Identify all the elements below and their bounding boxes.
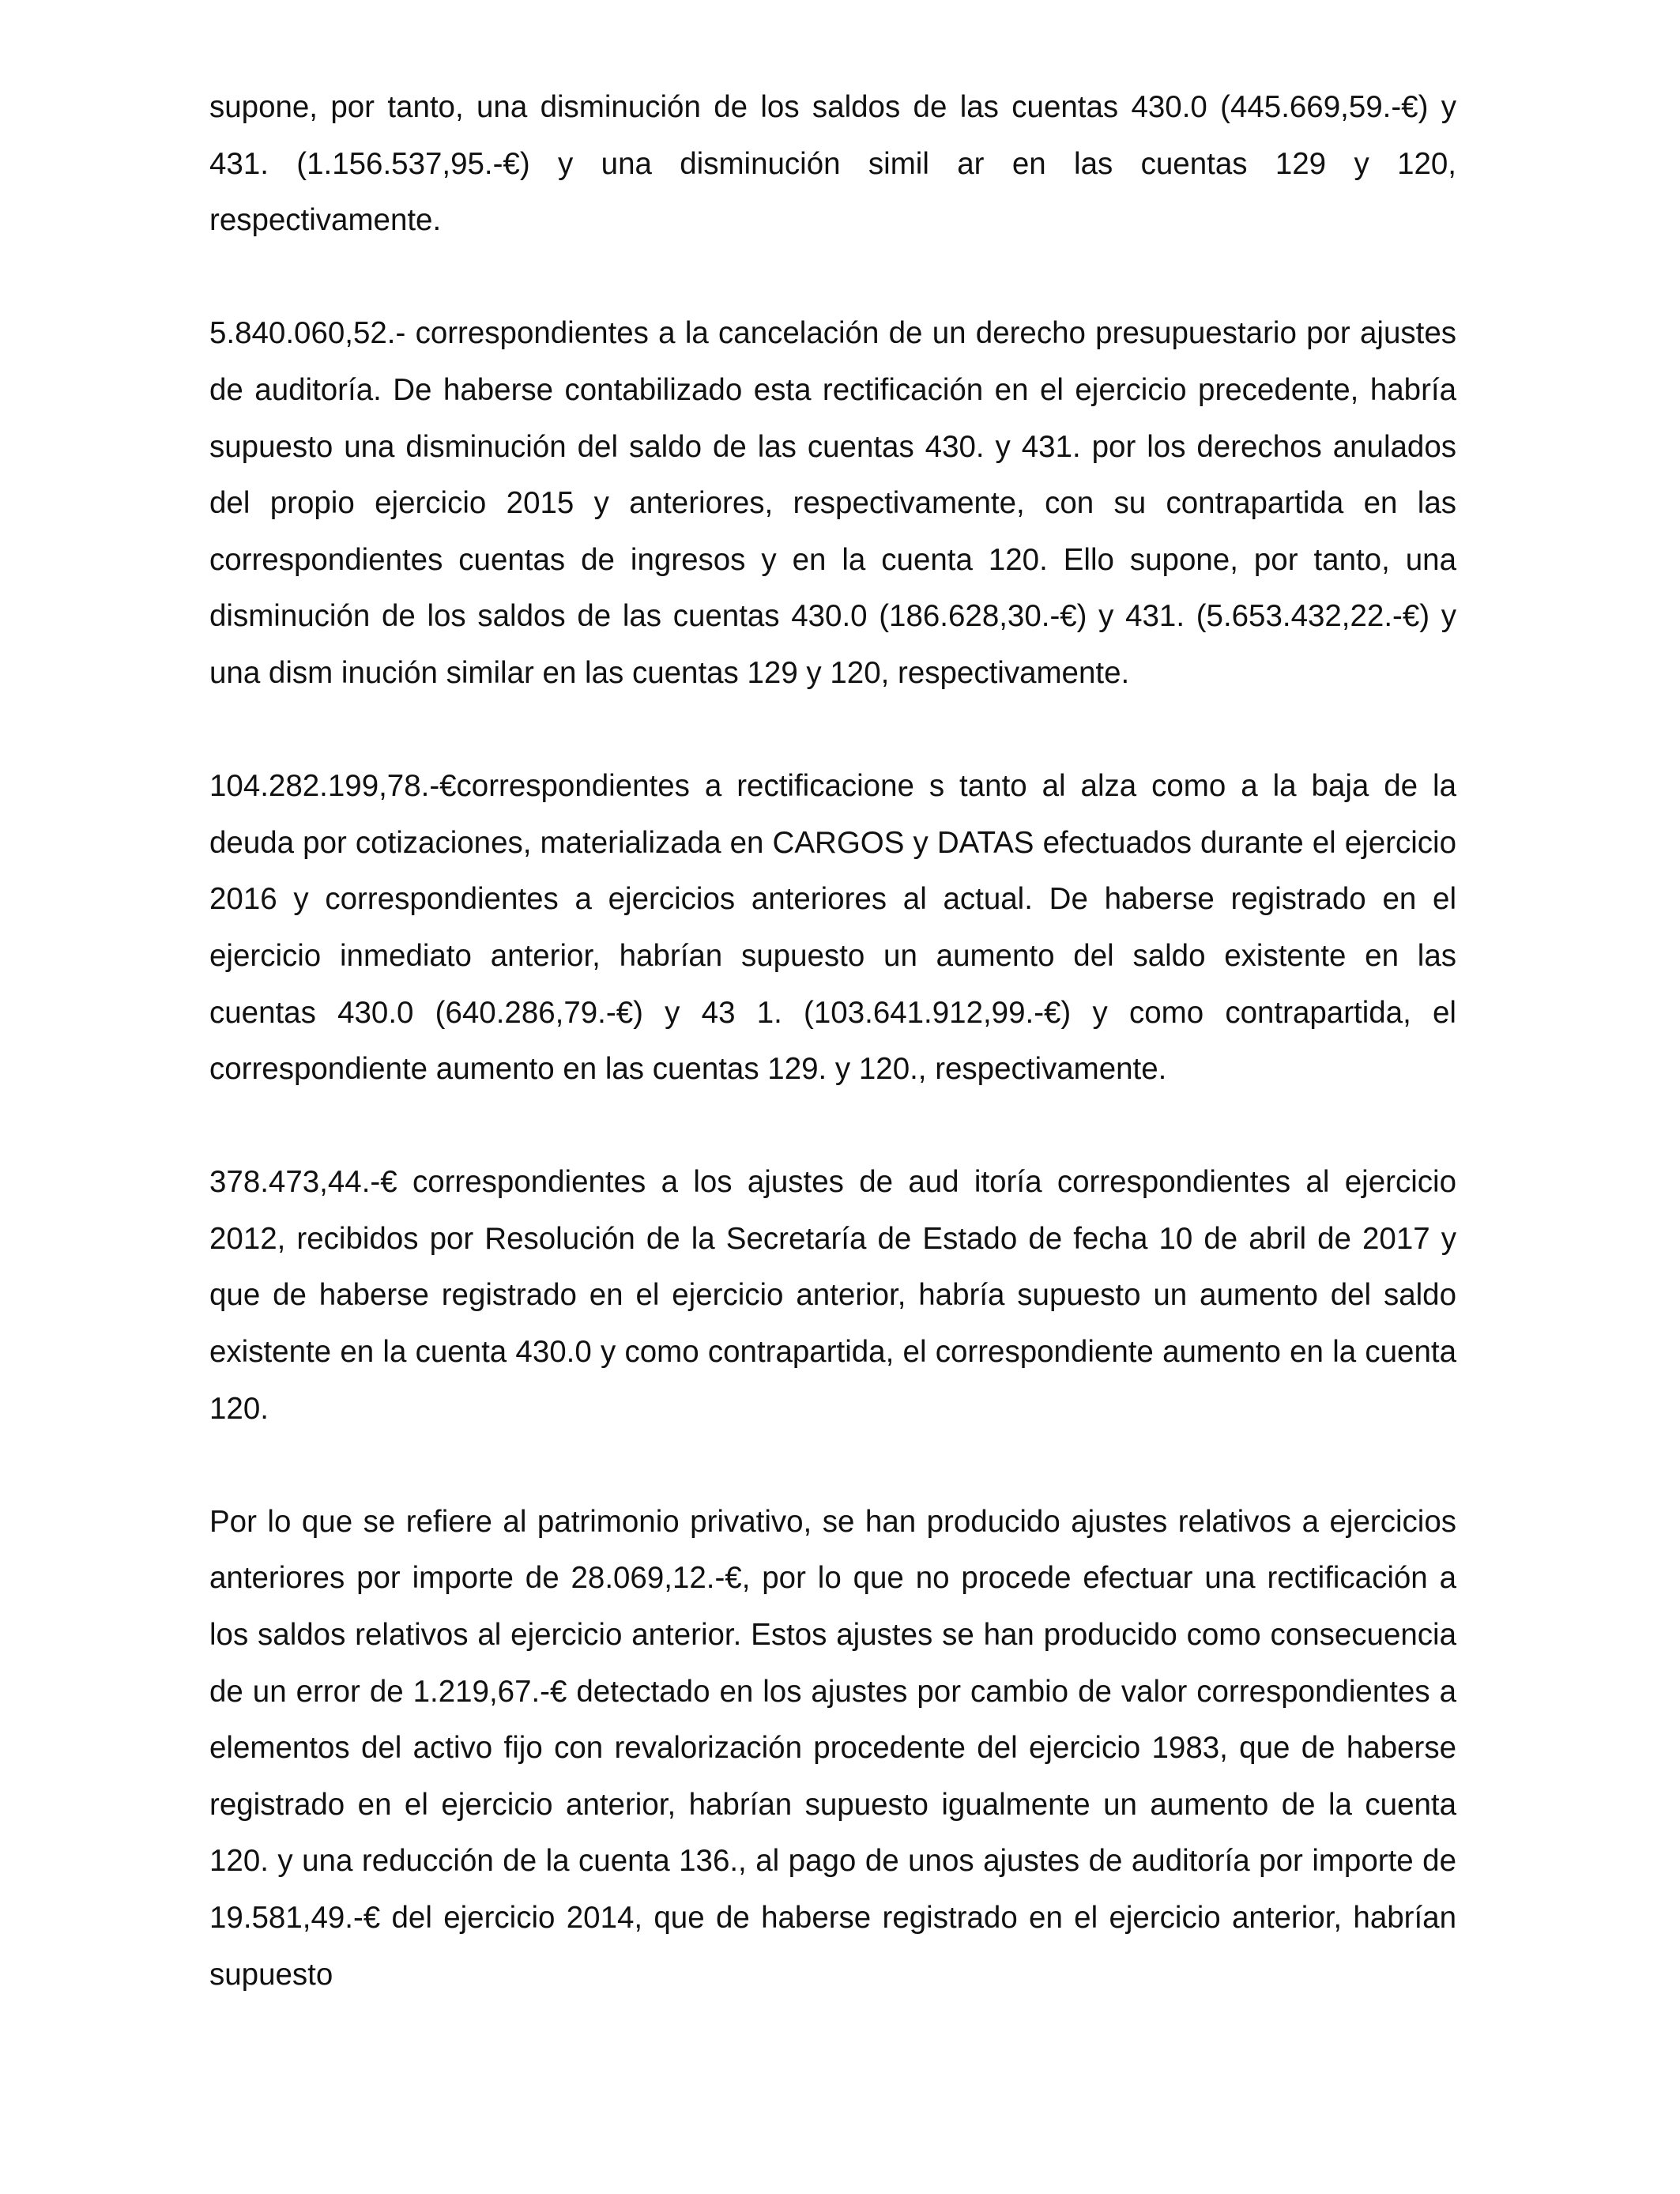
paragraph-derecho-presupuestario: 5.840.060,52.- correspondientes a la cancelación de un derecho presupuestario por ajustes de auditoría. De haberse contabilizado esta rectificación en el ejercicio precedente, habría supuesto una disminución del saldo de las cuentas 430. y 431. por los derechos anulados del propio ejercicio 2015 y anteriores, respectivamente, con su contrapartida en las correspondientes cuentas de ingresos y en la cuenta 120. Ello supone, por tanto, una disminución de los saldos de las cuentas 430.0 (186.628,30.-€) y 431. (5.653.432,22.-€) y una dism inución similar en las cuentas 129 y 120, respectivamente. [209, 316, 1456, 690]
paragraph-rectificaciones-cotizaciones: 104.282.199,78.-€correspondientes a rectificacione s tanto al alza como a la baja de la deuda por cotizaciones, materializada en CARGOS y DATAS efectuados durante el ejercicio 2016 y correspondientes a ejercicios anteriores al actual. De haberse registrado en el ejercicio inmediato anterior, habrían supuesto un aumento del saldo existente en las cuentas 430.0 (640.286,79.-€) y 43 1. (103.641.912,99.-€) y como contrapartida, el correspondiente aumento en las cuentas 129. y 120., respectivamente. [209, 769, 1456, 1087]
paragraph-ajustes-auditoria-2012: 378.473,44.-€ correspondientes a los ajustes de aud itoría correspondientes al ejercicio 2012, recibidos por Resolución de la Secretaría de Estado de fecha 10 de abril de 2017 y que de haberse registrado en el ejercicio anterior, habría supuesto un aumento del saldo existente en la cuenta 430.0 y como contrapartida, el correspondiente aumento en la cuenta 120. [209, 1165, 1456, 1426]
paragraph-continuation: supone, por tanto, una disminución de los saldos de las cuentas 430.0 (445.669,59.-€) y 431. (1.156.537,95.-€) y una disminución simil ar en las cuentas 129 y 120, respectivamente. [209, 90, 1456, 238]
paragraph-patrimonio-privativo: Por lo que se refiere al patrimonio privativo, se han producido ajustes relativos a ejercicios anteriores por importe de 28.069,12.-€, por lo que no procede efectuar una rectificación a los saldos relativos al ejercicio anterior. Estos ajustes se han producido como consecuencia de un error de 1.219,67.-€ detectado en los ajustes por cambio de valor correspondientes a elementos del activo fijo con revalorización procedente del ejercicio 1983, que de haberse registrado en el ejercicio anterior, habrían supuesto igualmente un aumento de la cuenta 120. y una reducción de la cuenta 136., al pago de unos ajustes de auditoría por importe de 19.581,49.-€ del ejercicio 2014, que de haberse registrado en el ejercicio anterior, habrían supuesto [209, 1504, 1456, 1992]
document-body [209, 79, 1456, 2003]
